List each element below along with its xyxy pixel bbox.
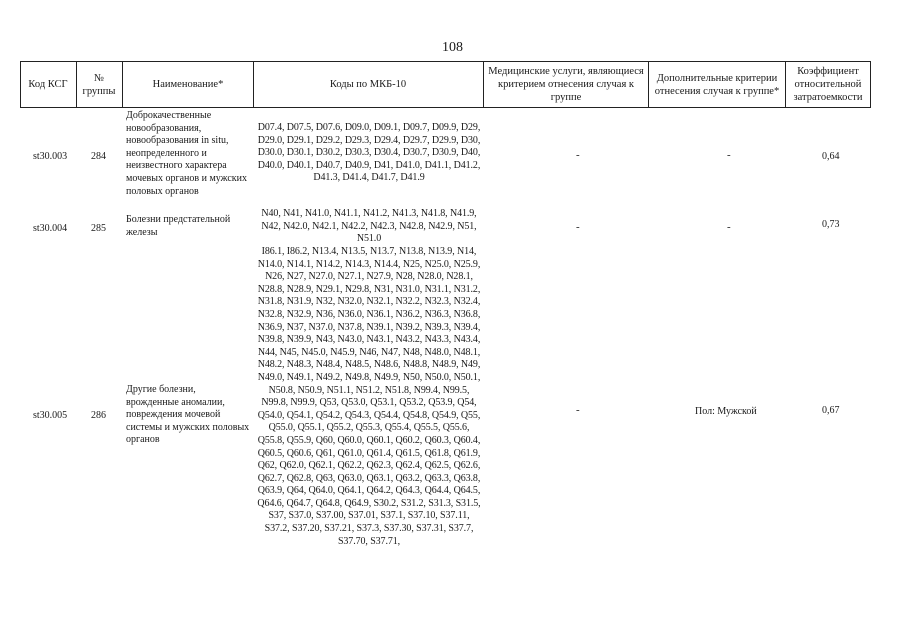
- cell-criteria: -: [727, 221, 731, 233]
- header-mkb: Коды по МКБ-10: [329, 79, 407, 90]
- cell-mkb: D07.4, D07.5, D07.6, D09.0, D09.1, D09.7, D09.9, D29, D29.0, D29.1, D29.2, D29.3, D29.4, D29.7, D29.9, D30, D30.0, D30.1, D30.2, D30.3, D30.4, D30.7, D30.9, D40, D40.0, D40.1, D40.7, D40.9, D41, D41.0, D41.1, D41.2, D41.3, D41.4, D41.7, D41.9: [257, 122, 481, 184]
- cell-services: -: [576, 149, 580, 161]
- cell-coef: 0,64: [822, 151, 840, 162]
- header-code: Код КСГ: [28, 79, 68, 90]
- cell-name: Доброкачественные новообразования, новообразования in situ, неопределенного и неизвестного характера мочевых органов и мужских половых органов: [126, 110, 248, 197]
- header-divider: [870, 61, 871, 108]
- cell-services: -: [576, 404, 580, 416]
- header-divider: [253, 61, 254, 108]
- cell-group: 285: [91, 223, 106, 234]
- header-divider: [76, 61, 77, 108]
- cell-group: 286: [91, 410, 106, 421]
- cell-code: st30.004: [33, 223, 68, 234]
- cell-group: 284: [91, 151, 106, 162]
- header-name: Наименование*: [152, 79, 224, 90]
- header-criteria: Дополнительные критерии отнесения случая к группе*: [654, 72, 780, 97]
- cell-mkb: I86.1, I86.2, N13.4, N13.5, N13.7, N13.8, N13.9, N14, N14.0, N14.1, N14.2, N14.3, N14.4, N25, N25.0, N25.9, N26, N27, N27.0, N27.1, N27.9, N28, N28.0, N28.1, N28.8, N28.9, N29.1, N29.8, N31, N31.0, N31.1, N31.2, N31.8, N31.9, N32, N32.0, N32.1, N32.2, N32.3, N32.4, N32.8, N32.9, N36, N36.0, N36.1, N36.2, N36.3, N36.8, N36.9, N37, N37.0, N37.8, N39.1, N39.2, N39.3, N39.4, N39.8, N39.9, N43, N43.0, N43.1, N43.2, N43.3, N43.4, N44, N45, N45.0, N45.9, N46, N47, N48, N48.0, N48.1, N48.2, N48.3, N48.4, N48.5, N48.6, N48.8, N48.9, N49, N49.0, N49.1, N49.2, N49.8, N49.9, N50, N50.0, N50.1, N50.8, N50.9, N51.1, N51.2, N51.8, N99.4, N99.5, N99.8, N99.9, Q53, Q53.0, Q53.1, Q53.2, Q53.9, Q54, Q54.0, Q54.1, Q54.2, Q54.3, Q54.4, Q54.8, Q54.9, Q55, Q55.0, Q55.1, Q55.2, Q55.3, Q55.4, Q55.5, Q55.6, Q55.8, Q55.9, Q60, Q60.0, Q60.1, Q60.2, Q60.3, Q60.4, Q60.5, Q60.6, Q61, Q61.0, Q61.4, Q61.5, Q61.8, Q61.9, Q62, Q62.0, Q62.1, Q62.2, Q62.3, Q62.4, Q62.5, Q62.6, Q62.7, Q62.8, Q63, Q63.0, Q63.1, Q63.2, Q63.3, Q63.8, Q63.9, Q64, Q64.0, Q64.1, Q64.2, Q64.3, Q64.4, Q64.5, Q64.6, Q64.7, Q64.8, Q64.9, S30.2, S31.2, S31.3, S31.5, S37, S37.0, S37.00, S37.01, S37.1, S37.10, S37.11, S37.2, S37.20, S37.21, S37.3, S37.30, S37.31, S37.7, S37.70, S37.71,: [257, 246, 481, 547]
- cell-mkb: N40, N41, N41.0, N41.1, N41.2, N41.3, N41.8, N41.9, N42, N42.0, N42.1, N42.2, N42.3, N42.8, N42.9, N51, N51.0: [261, 208, 477, 245]
- header-group: № группы: [82, 72, 116, 97]
- header-divider: [483, 61, 484, 108]
- header-divider: [785, 61, 786, 108]
- header-services: Медицинские услуги, являющиеся критерием отнесения случая к группе: [488, 66, 644, 103]
- header-divider: [122, 61, 123, 108]
- cell-services: -: [576, 221, 580, 233]
- header-divider: [20, 61, 21, 108]
- page-number: 108: [442, 40, 463, 55]
- cell-coef: 0,73: [822, 219, 840, 230]
- cell-criteria: Пол: Мужской: [695, 406, 757, 417]
- cell-criteria: -: [727, 149, 731, 161]
- header-coef: Коэффициент относительной затратоемкости: [793, 66, 863, 103]
- table-header-bottom-border: [20, 107, 871, 108]
- cell-coef: 0,67: [822, 405, 840, 416]
- cell-code: st30.003: [33, 151, 68, 162]
- cell-name: Другие болезни, врожденные аномалии, повреждения мочевой системы и мужских половых органов: [126, 384, 250, 446]
- cell-name: Болезни предстательной железы: [126, 214, 231, 238]
- cell-code: st30.005: [33, 410, 68, 421]
- header-divider: [648, 61, 649, 108]
